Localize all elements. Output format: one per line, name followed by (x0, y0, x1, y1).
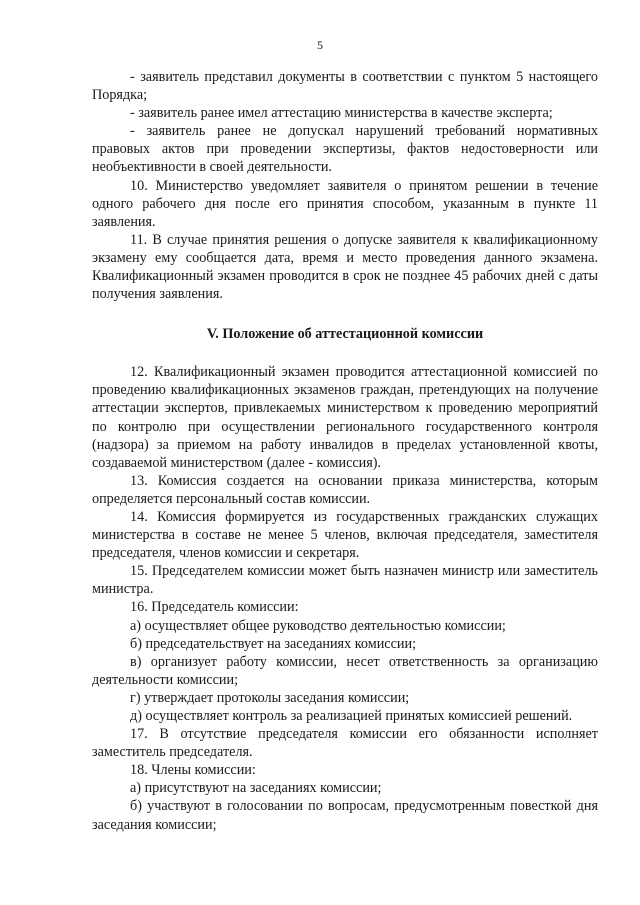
section-title: V. Положение об аттестационной комиссии (206, 326, 484, 343)
paragraph: 18. Члены комиссии: (130, 762, 256, 779)
paragraph: 10. Министерство уведомляет заявителя о принятом решении в течение одного рабочего дня после его принятия способом, указанным в пункте 11 заявления. (92, 177, 598, 230)
paragraph: - заявитель ранее не допускал нарушений требований нормативных правовых актов при проведении экспертизы, фактов недостоверности или необъективности в своей деятельности. (92, 123, 598, 176)
paragraph: - заявитель ранее имел аттестацию министерства в качестве эксперта; (130, 105, 553, 122)
list-item: в) организует работу комиссии, несет ответственность за организацию деятельности комиссии; (92, 653, 598, 688)
document-body (92, 68, 598, 834)
page-number: 5 (317, 38, 323, 52)
paragraph: 16. Председатель комиссии: (130, 599, 299, 616)
list-item: а) осуществляет общее руководство деятельностью комиссии; (130, 617, 506, 634)
list-item: б) председательствует на заседаниях комиссии; (130, 635, 417, 652)
paragraph: 15. Председателем комиссии может быть назначен министр или заместитель министра. (92, 563, 598, 598)
list-item: б) участвуют в голосовании по вопросам, предусмотренным повесткой дня заседания комиссии; (92, 798, 598, 833)
list-item: г) утверждает протоколы заседания комиссии; (130, 689, 410, 706)
list-item: д) осуществляет контроль за реализацией принятых комиссией решений. (130, 708, 573, 724)
paragraph: 14. Комиссия формируется из государственных гражданских служащих министерства в составе не менее 5 членов, включая председателя, заместителя председателя, членов комиссии и секретаря. (92, 508, 598, 562)
paragraph: 12. Квалификационный экзамен проводится аттестационной комиссией по проведению квалификационных экзаменов граждан, претендующих на получение аттестации экспертов, привлекаемых министерством к проведению мероприятий по контролю при осуществлении регионального государственного контроля (надзора) за приемом на работу инвалидов в пределах установленной квоты, создаваемой министерством (далее - комиссия). (92, 364, 598, 471)
paragraph: 11. В случае принятия решения о допуске заявителя к квалификационному экзамену ему сообщается дата, время и место проведения данного экзамена. Квалификационный экзамен проводится в срок не позднее 45 рабочих дней с даты получения заявления. (92, 231, 598, 303)
list-item: а) присутствуют на заседаниях комиссии; (130, 780, 382, 797)
paragraph: - заявитель представил документы в соответствии с пунктом 5 настоящего Порядка; (92, 69, 598, 104)
paragraph: 17. В отсутствие председателя комиссии его обязанности исполняет заместитель председателя. (92, 726, 598, 761)
paragraph: 13. Комиссия создается на основании приказа министерства, которым определяется персональный состав комиссии. (92, 472, 598, 507)
